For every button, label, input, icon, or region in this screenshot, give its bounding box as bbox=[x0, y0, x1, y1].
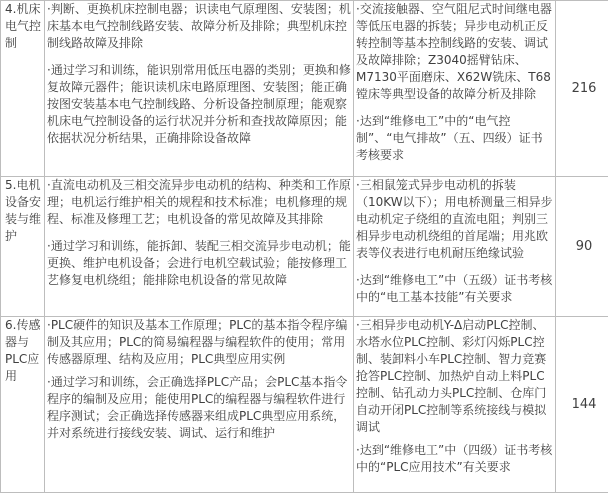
table-row bbox=[1, 317, 608, 493]
skill-practice: ·交流接触器、空气阻尼式时间继电器等低压电器的拆装；异步电动机正反转控制等基本控制线路的安装、调试及故障排除；Z3040摇臂钻床、M7130平面磨床、X62W铣床、T68镗床等典型设备的故障分析及排除 bbox=[356, 2, 552, 101]
table-row bbox=[1, 1, 608, 177]
content-training: ·通过学习和训练，能识别常用低压电器的类别；更换和修复故障元器件；能识读机床电路原理图、安装图；能正确按图安装基本电气控制线路、分析设备控制原理；能观察机床电气控制设备的运行状况并分析和查找故障原因；能依据状况分析结果，正确排除设备故障 bbox=[47, 63, 351, 145]
skill-certification: ·达到“维修电工”中的“电气控制”、“电气排故”（五、四级）证书考核要求 bbox=[356, 114, 543, 162]
skill-cell bbox=[354, 317, 556, 493]
skill-practice: ·三相鼠笼式异步电动机的拆装（10KW以下）；用电桥测量三相异步电动机定子绕组的直流电阻；判别三相异步电动机绕组的首尾端；用兆欧表等仪表进行电机耐压绝缘试验 bbox=[356, 178, 553, 260]
module-name-cell: 6.传感器与PLC应用 bbox=[1, 317, 45, 493]
content-cell bbox=[45, 317, 354, 493]
content-cell bbox=[45, 177, 354, 317]
table-row bbox=[1, 177, 608, 317]
skill-practice: ·三相异步电动机Y-Δ启动PLC控制、水塔水位PLC控制、彩灯闪烁PLC控制、装卸料小车PLC控制、智力竞赛抢答PLC控制、加热炉自动上料PLC控制、钻孔动力头PLC控制、仓库门自动开闭PLC控制等系统接线与模拟调试 bbox=[356, 318, 547, 434]
content-knowledge: ·直流电动机及三相交流异步电动机的结构、种类和工作原理；电机运行维护相关的规程和技术标准；电机修理的规程、标准及修理工艺；电机设备的常见故障及其排除 bbox=[47, 178, 351, 226]
skill-cell bbox=[354, 1, 556, 177]
hours-cell: 144 bbox=[556, 317, 608, 493]
content-knowledge: ·PLC硬件的知识及基本工作原理；PLC的基本指令程序编制及其应用；PLC的简易编程器与编程软件的使用；常用传感器原理、结构及应用；PLC典型应用实例 bbox=[47, 318, 348, 366]
module-name-cell: 4.机床电气控制 bbox=[1, 1, 45, 177]
hours-cell: 216 bbox=[556, 1, 608, 177]
skill-cell bbox=[354, 177, 556, 317]
hours-cell: 90 bbox=[556, 177, 608, 317]
content-training: ·通过学习和训练，能拆卸、装配三相交流异步电动机；能更换、维护电机设备；会进行电机空载试验；能按修理工艺修复电机绕组；能排除电机设备的常见故障 bbox=[47, 239, 351, 287]
content-training: ·通过学习和训练，会正确选择PLC产品；会PLC基本指令程序的编制及应用；能使用PLC的编程器与编程软件进行程序测试；会正确选择传感器来组成PLC典型应用系统，并对系统进行接线安装、调试、运行和维护 bbox=[47, 375, 348, 440]
content-cell bbox=[45, 1, 354, 177]
module-name-cell: 5.电机设备安装与维护 bbox=[1, 177, 45, 317]
skill-certification: ·达到“维修电工”中（四级）证书考核中的“PLC应用技术”有关要求 bbox=[356, 443, 553, 474]
skill-certification: ·达到“维修电工”中（五级）证书考核中的“电工基本技能”有关要求 bbox=[356, 273, 553, 304]
content-knowledge: ·判断、更换机床控制电器；识读电气原理图、安装图；机床基本电气控制线路安装、故障分析及排除；典型机床控制线路故障及排除 bbox=[47, 2, 351, 50]
